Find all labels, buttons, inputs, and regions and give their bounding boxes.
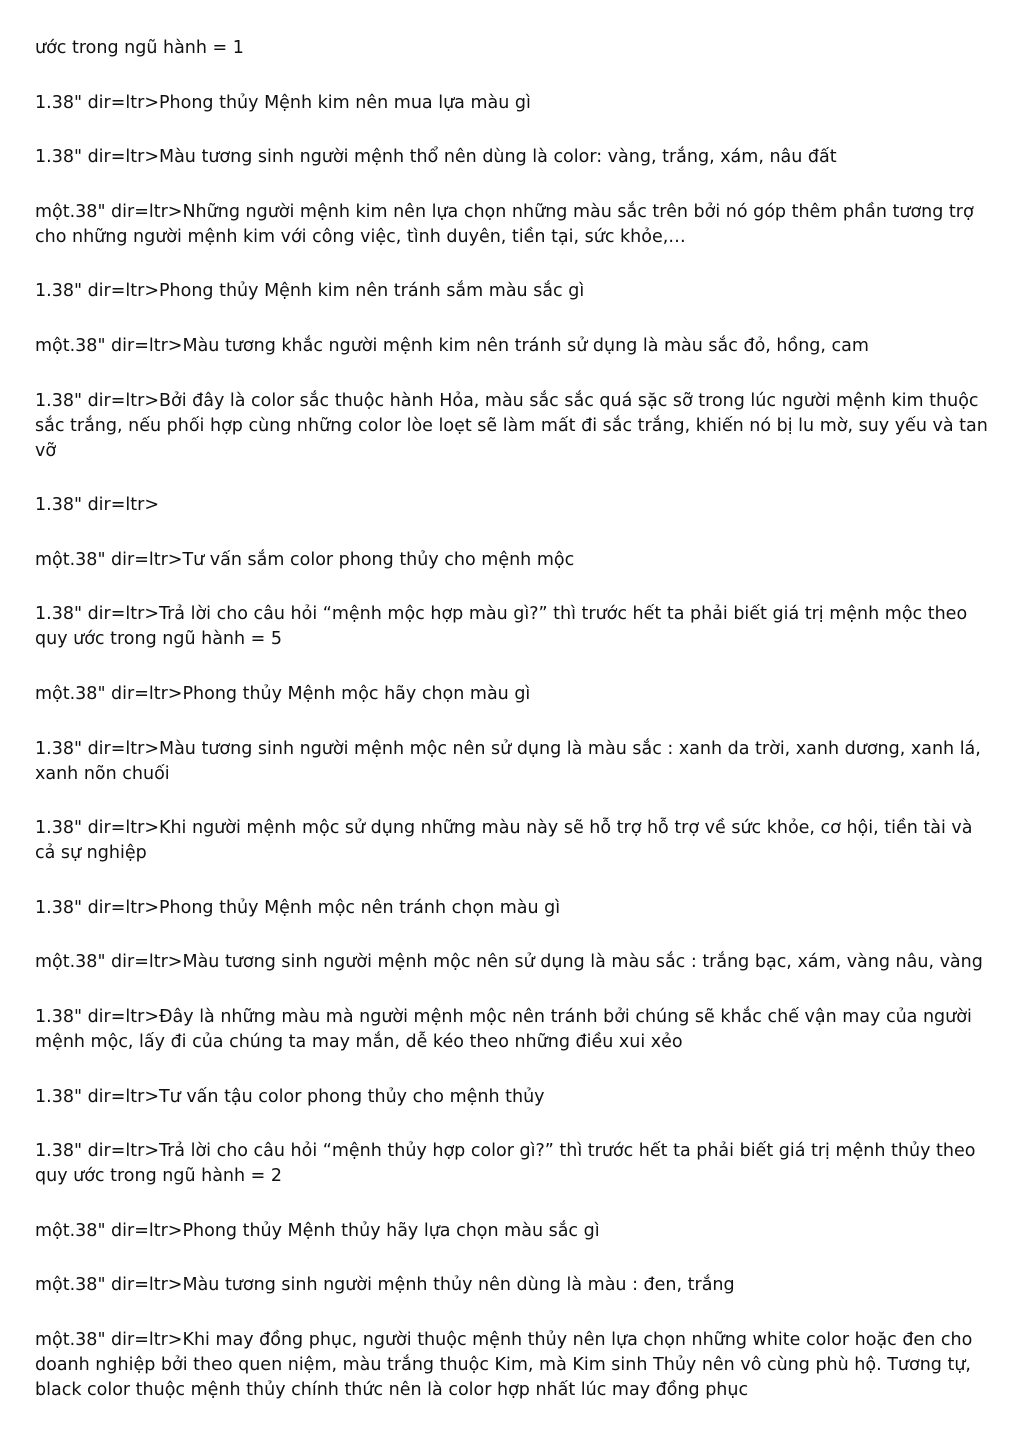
paragraph: 1.38" dir=ltr>Phong thủy Mệnh kim nên tránh sắm màu sắc gì: [35, 281, 585, 302]
paragraph: 1.38" dir=ltr>Phong thủy Mệnh mộc nên tránh chọn màu gì: [35, 897, 561, 918]
paragraph: 1.38" dir=ltr>Trả lời cho câu hỏi “mệnh mộc hợp màu gì?” thì trước hết ta phải biết giá trị mệnh mộc theo quy ước trong ngũ hành = 5: [35, 604, 968, 650]
document-body: [35, 36, 995, 1432]
paragraph: ước trong ngũ hành = 1: [35, 38, 244, 58]
paragraph: một.38" dir=ltr>Khi may đồng phục, người thuộc mệnh thủy nên lựa chọn những white color hoặc đen cho doanh nghiệp bởi theo quen niệm, màu trắng thuộc Kim, mà Kim sinh Thủy nên vô cùng phù hộ. Tương tự, black color thuộc mệnh thủy chính thức nên là color hợp nhất lúc may đồng phục: [35, 1329, 973, 1400]
paragraph: một.38" dir=ltr>Phong thủy Mệnh mộc hãy chọn màu gì: [35, 683, 531, 704]
paragraph: 1.38" dir=ltr>Đây là những màu mà người mệnh mộc nên tránh bởi chúng sẽ khắc chế vận may của người mệnh mộc, lấy đi của chúng ta may mắn, dễ kéo theo những điều xui xẻo: [35, 1006, 972, 1052]
paragraph: một.38" dir=ltr>Màu tương khắc người mệnh kim nên tránh sử dụng là màu sắc đỏ, hồng, cam: [35, 335, 869, 356]
paragraph: 1.38" dir=ltr>: [35, 495, 159, 516]
paragraph: 1.38" dir=ltr>Trả lời cho câu hỏi “mệnh thủy hợp color gì?” thì trước hết ta phải biết giá trị mệnh thủy theo quy ước trong ngũ hành = 2: [35, 1141, 976, 1187]
paragraph: 1.38" dir=ltr>Tư vấn tậu color phong thủy cho mệnh thủy: [35, 1086, 545, 1107]
paragraph: một.38" dir=ltr>Phong thủy Mệnh thủy hãy lựa chọn màu sắc gì: [35, 1220, 600, 1241]
paragraph: 1.38" dir=ltr>Màu tương sinh người mệnh thổ nên dùng là color: vàng, trắng, xám, nâu đất: [35, 147, 837, 168]
paragraph: một.38" dir=ltr>Màu tương sinh người mệnh thủy nên dùng là màu : đen, trắng: [35, 1275, 735, 1296]
paragraph: một.38" dir=ltr>Những người mệnh kim nên lựa chọn những màu sắc trên bởi nó góp thêm phần tương trợ cho những người mệnh kim với công việc, tình duyên, tiền tại, sức khỏe,…: [35, 201, 974, 247]
paragraph: 1.38" dir=ltr>Màu tương sinh người mệnh mộc nên sử dụng là màu sắc : xanh da trời, xanh dương, xanh lá, xanh nõn chuối: [35, 738, 981, 784]
paragraph: một.38" dir=ltr>Màu tương sinh người mệnh mộc nên sử dụng là màu sắc : trắng bạc, xám, vàng nâu, vàng: [35, 952, 983, 973]
paragraph: 1.38" dir=ltr>Bởi đây là color sắc thuộc hành Hỏa, màu sắc sắc quá sặc sỡ trong lúc người mệnh kim thuộc sắc trắng, nếu phối hợp cùng những color lòe loẹt sẽ làm mất đi sắc trắng, khiến nó bị lu mờ, suy yếu và tan vỡ: [35, 390, 988, 461]
paragraph: 1.38" dir=ltr>Phong thủy Mệnh kim nên mua lựa màu gì: [35, 92, 531, 113]
paragraph: 1.38" dir=ltr>Khi người mệnh mộc sử dụng những màu này sẽ hỗ trợ hỗ trợ về sức khỏe, cơ hội, tiền tài và cả sự nghiệp: [35, 818, 973, 864]
paragraph: một.38" dir=ltr>Tư vấn sắm color phong thủy cho mệnh mộc: [35, 549, 575, 570]
